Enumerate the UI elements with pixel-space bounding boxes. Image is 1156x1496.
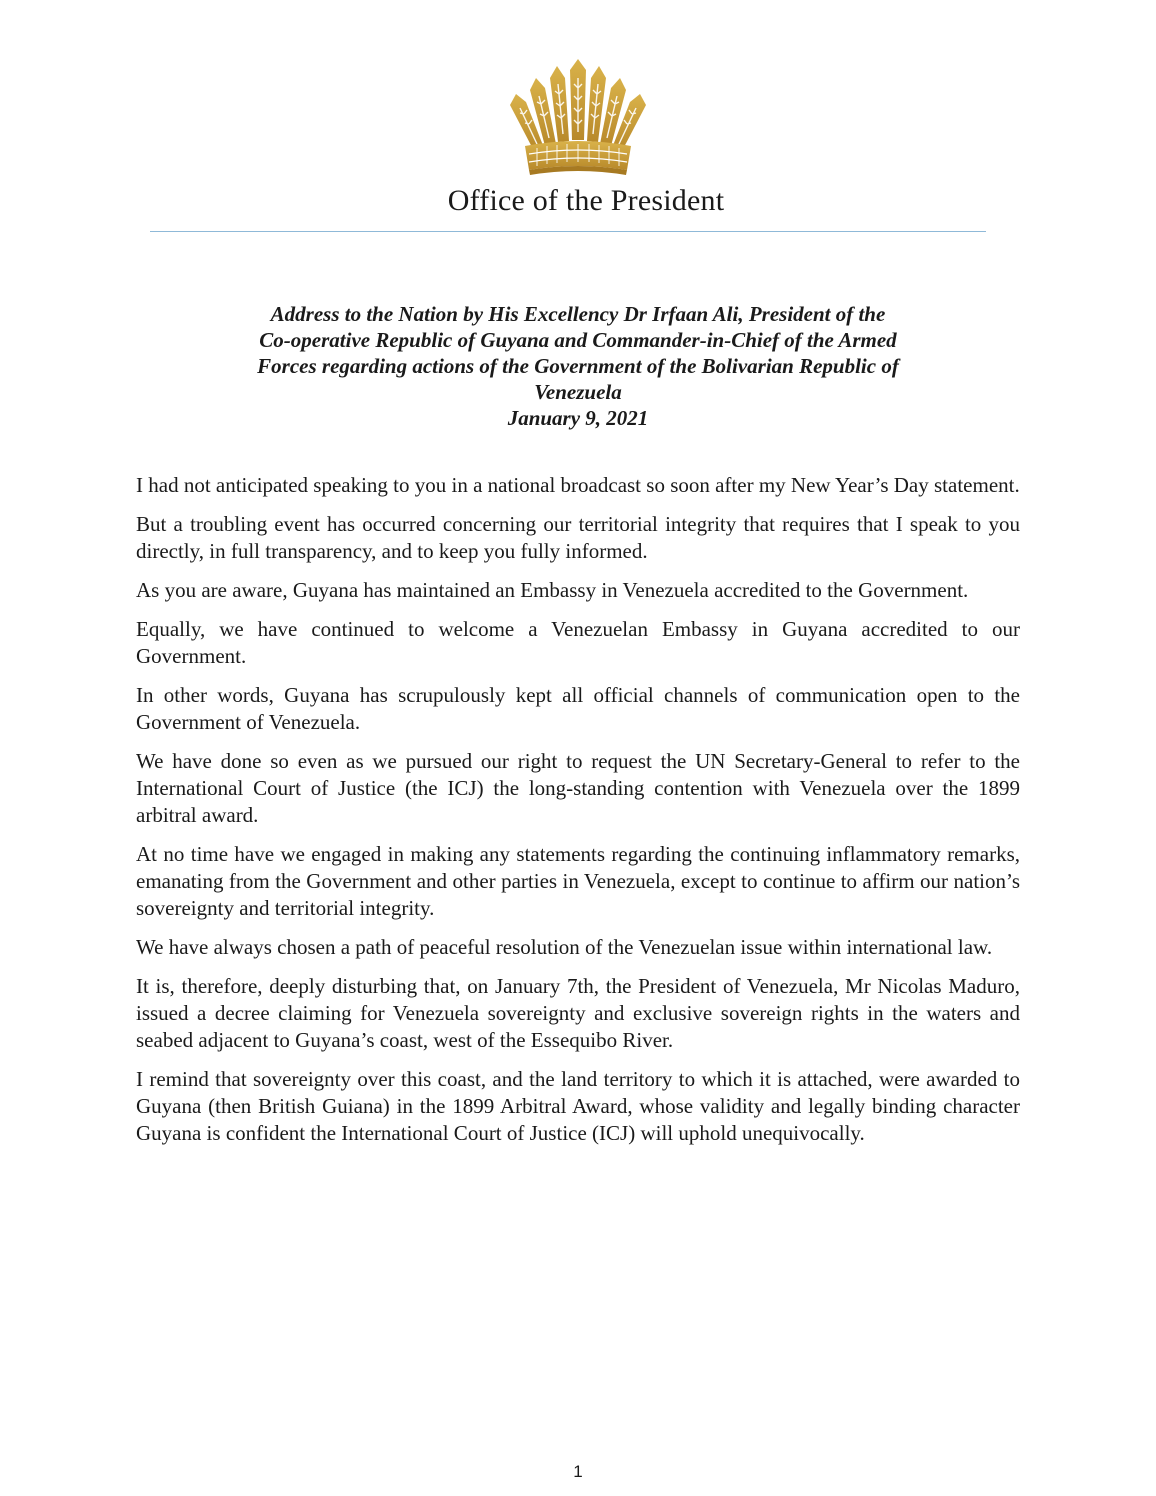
paragraph: At no time have we engaged in making any statements regarding the continuing inflammatory remarks, emanating from the Government and other parties in Venezuela, except to continue to affirm our nation’s sovereignty and territorial integrity.: [136, 842, 1020, 920]
paragraph: Equally, we have continued to welcome a Venezuelan Embassy in Guyana accredited to our Government.: [136, 617, 1020, 668]
address-title-line: Co-operative Republic of Guyana and Commander-in-Chief of the Armed: [259, 328, 897, 352]
crown-icon: [503, 56, 653, 180]
paragraph: But a troubling event has occurred concerning our territorial integrity that requires that I speak to you directly, in full transparency, and to keep you fully informed.: [136, 512, 1020, 563]
address-title-line: Address to the Nation by His Excellency Dr Irfaan Ali, President of the: [270, 302, 886, 326]
paragraph: We have always chosen a path of peaceful resolution of the Venezuelan issue within international law.: [136, 935, 993, 959]
paragraph: It is, therefore, deeply disturbing that, on January 7th, the President of Venezuela, Mr Nicolas Maduro, issued a decree claiming for Venezuela sovereignty and exclusive sovereign rights in the waters and seabed adjacent to Guyana’s coast, west of the Essequibo River.: [136, 974, 1020, 1052]
address-date: January 9, 2021: [507, 406, 649, 430]
header-divider: [150, 231, 986, 232]
paragraph: I remind that sovereignty over this coast, and the land territory to which it is attached, were awarded to Guyana (then British Guiana) in the 1899 Arbitral Award, whose validity and legally binding character Guyana is confident the International Court of Justice (ICJ) will uphold unequivocally.: [136, 1067, 1020, 1145]
address-title-line: Venezuela: [534, 380, 622, 404]
office-title: Office of the President: [447, 184, 725, 217]
address-body: [136, 472, 1020, 1159]
address-title-line: Forces regarding actions of the Government of the Bolivarian Republic of: [257, 354, 899, 378]
page-number: 1: [573, 1462, 583, 1481]
paragraph: We have done so even as we pursued our right to request the UN Secretary-General to refer to the International Court of Justice (the ICJ) the long-standing contention with Venezuela over the 1899 arbitral award.: [136, 749, 1020, 827]
paragraph: In other words, Guyana has scrupulously kept all official channels of communication open to the Government of Venezuela.: [136, 683, 1020, 734]
address-heading: [130, 301, 1026, 431]
crown-emblem: [0, 56, 1156, 185]
paragraph: I had not anticipated speaking to you in a national broadcast so soon after my New Year’s Day statement.: [136, 473, 1020, 497]
paragraph: As you are aware, Guyana has maintained an Embassy in Venezuela accredited to the Government.: [136, 578, 969, 602]
